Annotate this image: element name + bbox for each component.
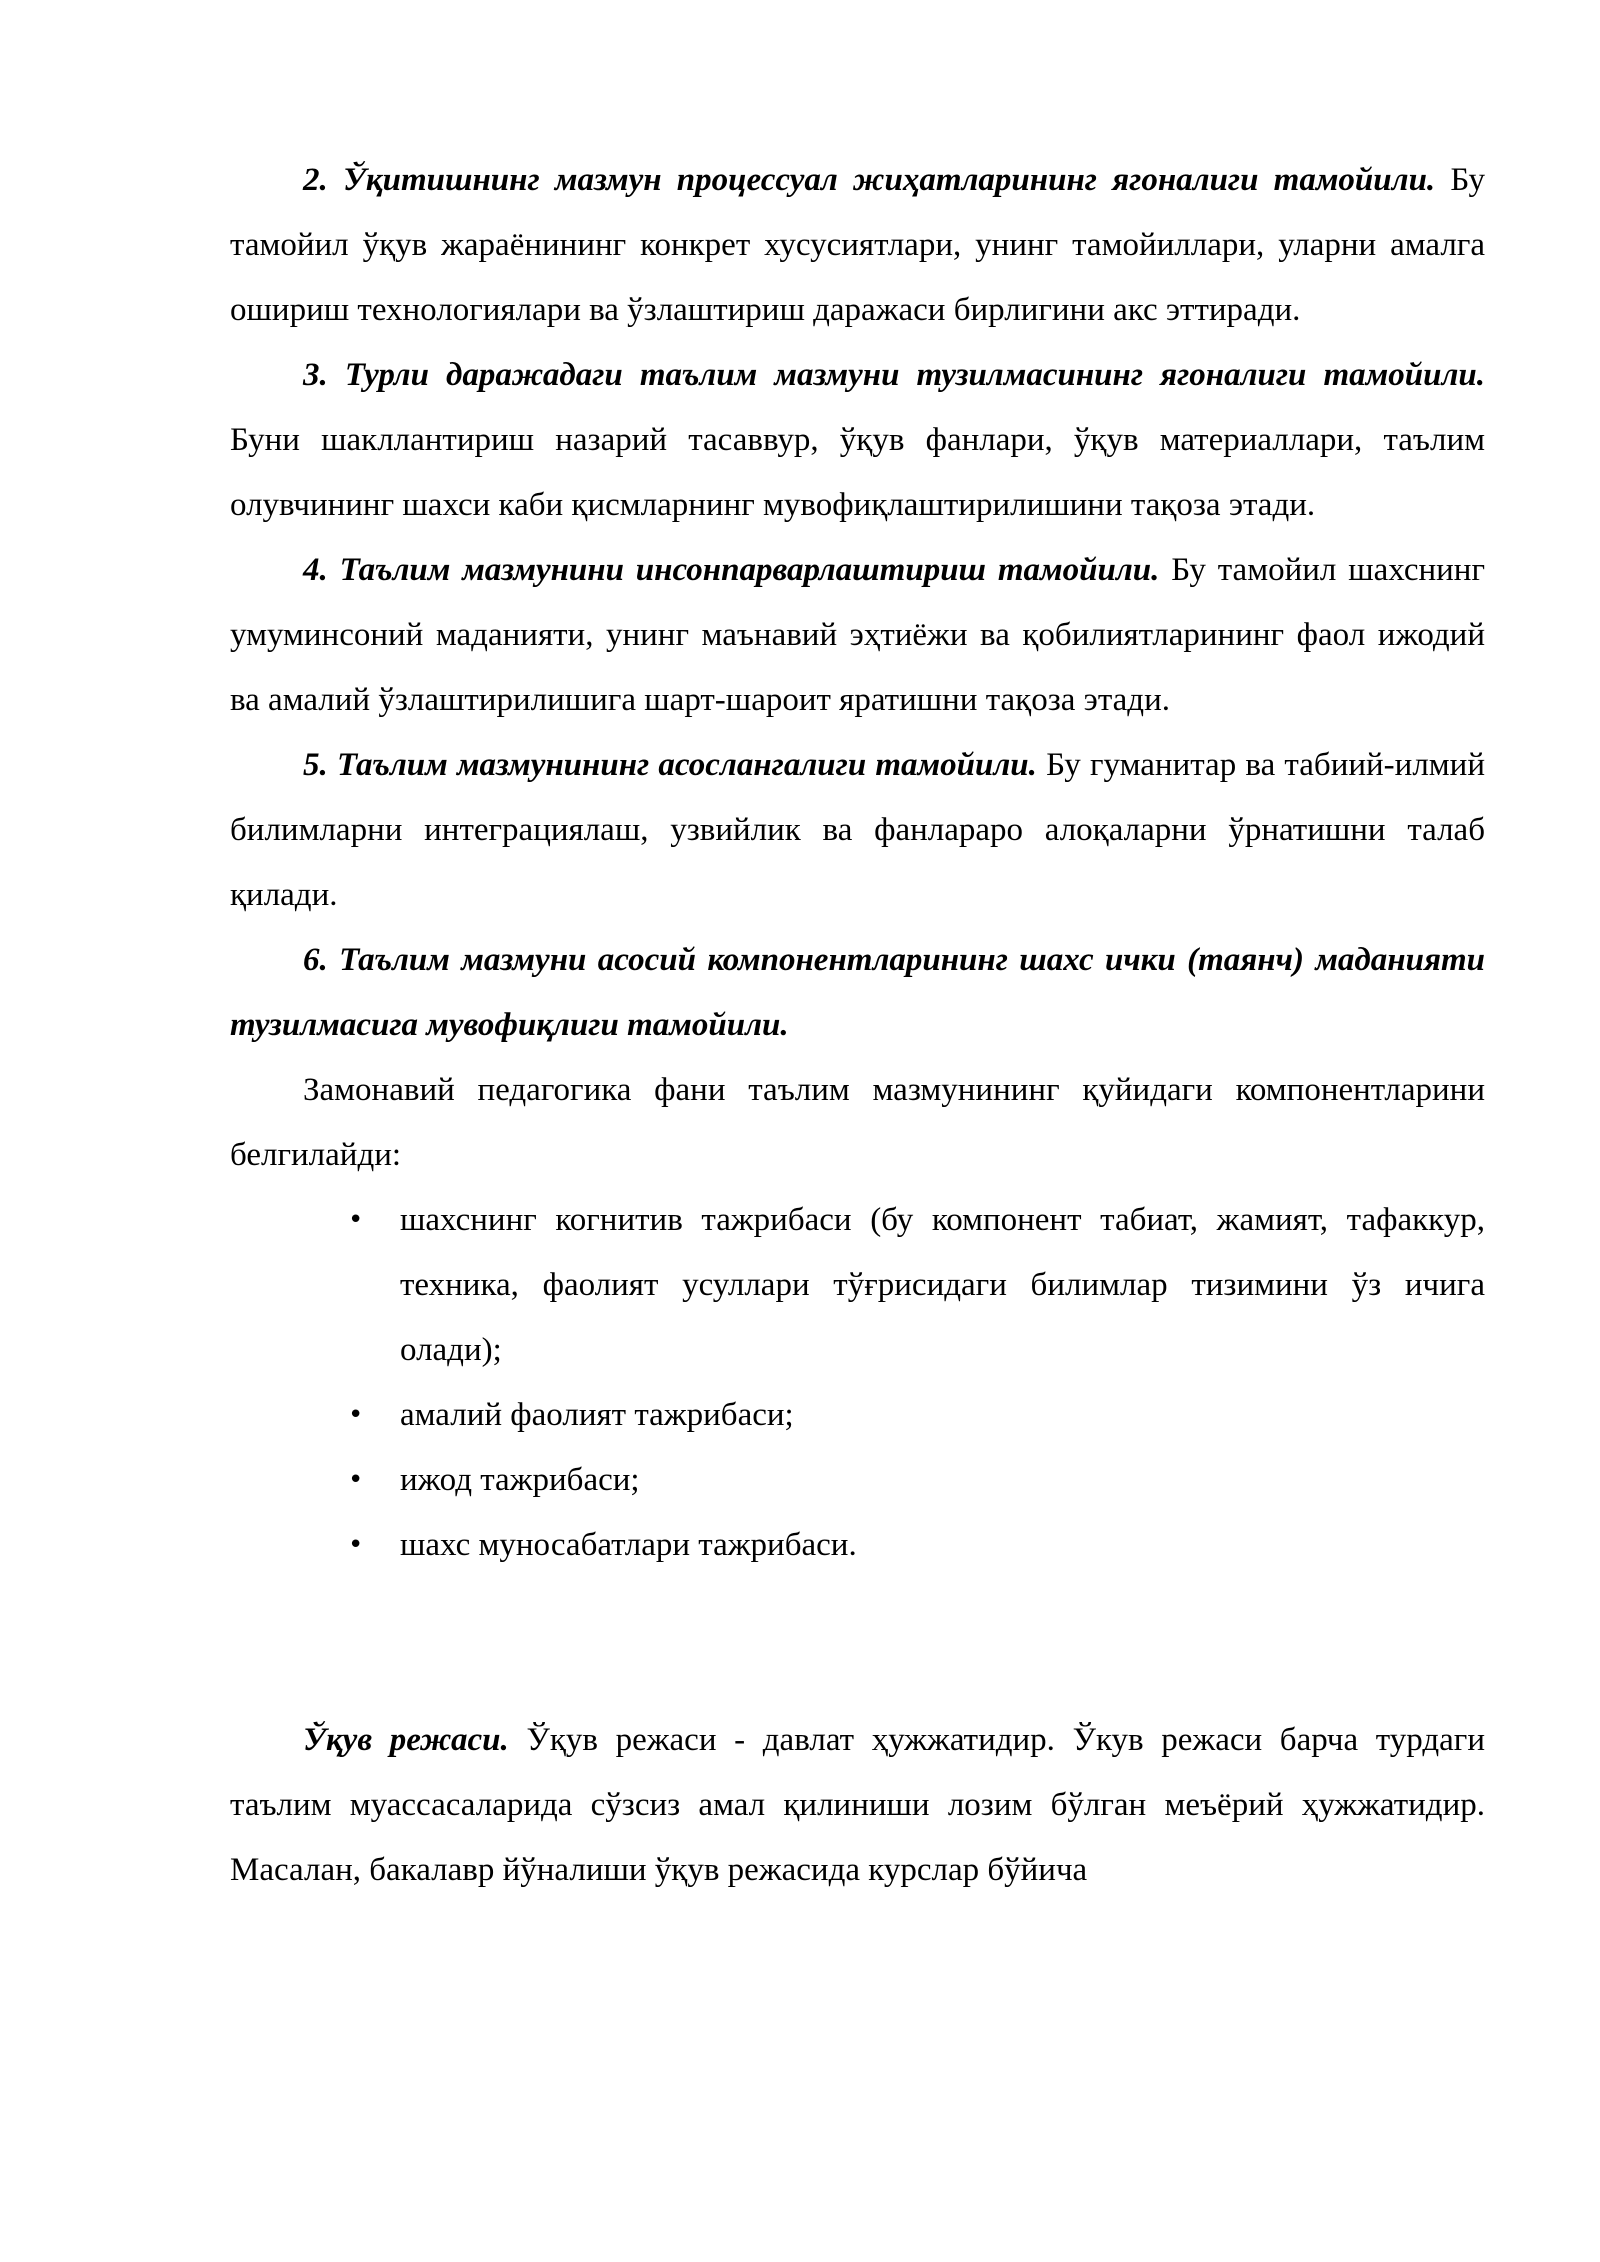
principle-3	[230, 343, 1485, 538]
curriculum-paragraph	[230, 1708, 1485, 1903]
principle-2	[230, 148, 1485, 343]
principle-5	[230, 733, 1485, 928]
principle-4-body: Бу тамойил шахснинг умуминсоний маданияти, унинг маънавий эҳтиёжи ва қобилиятларининг фаол ижодий ва амалий ўзлаштирилишига шарт-шароит яратишни тақоза этади.	[230, 552, 1485, 718]
principle-2-body: Бу тамойил ўқув жараёнининг конкрет хусусиятлари, унинг тамойиллари, уларни амалга ошириш технологиялари ва ўзлаштириш даражаси бирлигини акс эттиради.	[230, 162, 1485, 328]
principle-3-title: 3. Турли даражадаги таълим мазмуни тузилмасининг ягоналиги тамойили.	[303, 357, 1485, 393]
document-page	[230, 148, 1485, 1903]
principle-5-body: Бу гуманитар ва табиий-илмий билимларни интеграциялаш, узвийлик ва фанлараро алоқаларни ўрнатишни талаб қилади.	[230, 747, 1485, 913]
principle-2-title: 2. Ўқитишнинг мазмун процессуал жиҳатларининг ягоналиги тамойили.	[303, 162, 1436, 198]
components-list	[230, 1188, 1485, 1578]
bullet-icon: •	[348, 1205, 364, 1235]
list-item	[348, 1513, 1485, 1578]
bullet-icon: •	[348, 1530, 364, 1560]
principle-6	[230, 928, 1485, 1058]
principle-3-body: Буни шакллантириш назарий тасаввур, ўқув фанлари, ўқув материаллари, таълим олувчининг шахси каби қисмларнинг мувофиқлаштирилишини тақоза этади.	[230, 422, 1485, 523]
list-item	[348, 1448, 1485, 1513]
list-item-text: ижод тажрибаси;	[400, 1462, 640, 1498]
curriculum-body: Ўқув режаси - давлат ҳужжатидир. Ўкув режаси барча турдаги таълим муассасаларида сўзсиз амал қилиниши лозим бўлган меъёрий ҳужжатидир. Масалан, бакалавр йўналиши ўқув режасида курслар бўйича	[230, 1722, 1485, 1888]
principle-4	[230, 538, 1485, 733]
principle-6-title: 6. Таълим мазмуни асосий компонентларининг шахс ички (таянч) маданияти тузилмасига мувофиқлиги тамойили.	[230, 942, 1485, 1043]
curriculum-title: Ўқув режаси.	[303, 1722, 509, 1758]
section-spacer	[230, 1578, 1485, 1708]
principle-5-title: 5. Таълим мазмунининг асослангалиги тамойили.	[303, 747, 1037, 783]
components-intro: Замонавий педагогика фани таълим мазмунининг қуйидаги компонентларини белгилайди:	[230, 1072, 1485, 1173]
list-item	[348, 1383, 1485, 1448]
bullet-icon: •	[348, 1400, 364, 1430]
principle-4-title: 4. Таълим мазмунини инсонпарварлаштириш тамойили.	[303, 552, 1160, 588]
bullet-icon: •	[348, 1465, 364, 1495]
list-item-text: шахс муносабатлари тажрибаси.	[400, 1527, 857, 1563]
list-item-text: амалий фаолият тажрибаси;	[400, 1397, 794, 1433]
list-item-text: шахснинг когнитив тажрибаси (бу компонент табиат, жамият, тафаккур, техника, фаолият усуллари тўғрисидаги билимлар тизимини ўз ичига олади);	[400, 1202, 1485, 1368]
list-item	[348, 1188, 1485, 1383]
